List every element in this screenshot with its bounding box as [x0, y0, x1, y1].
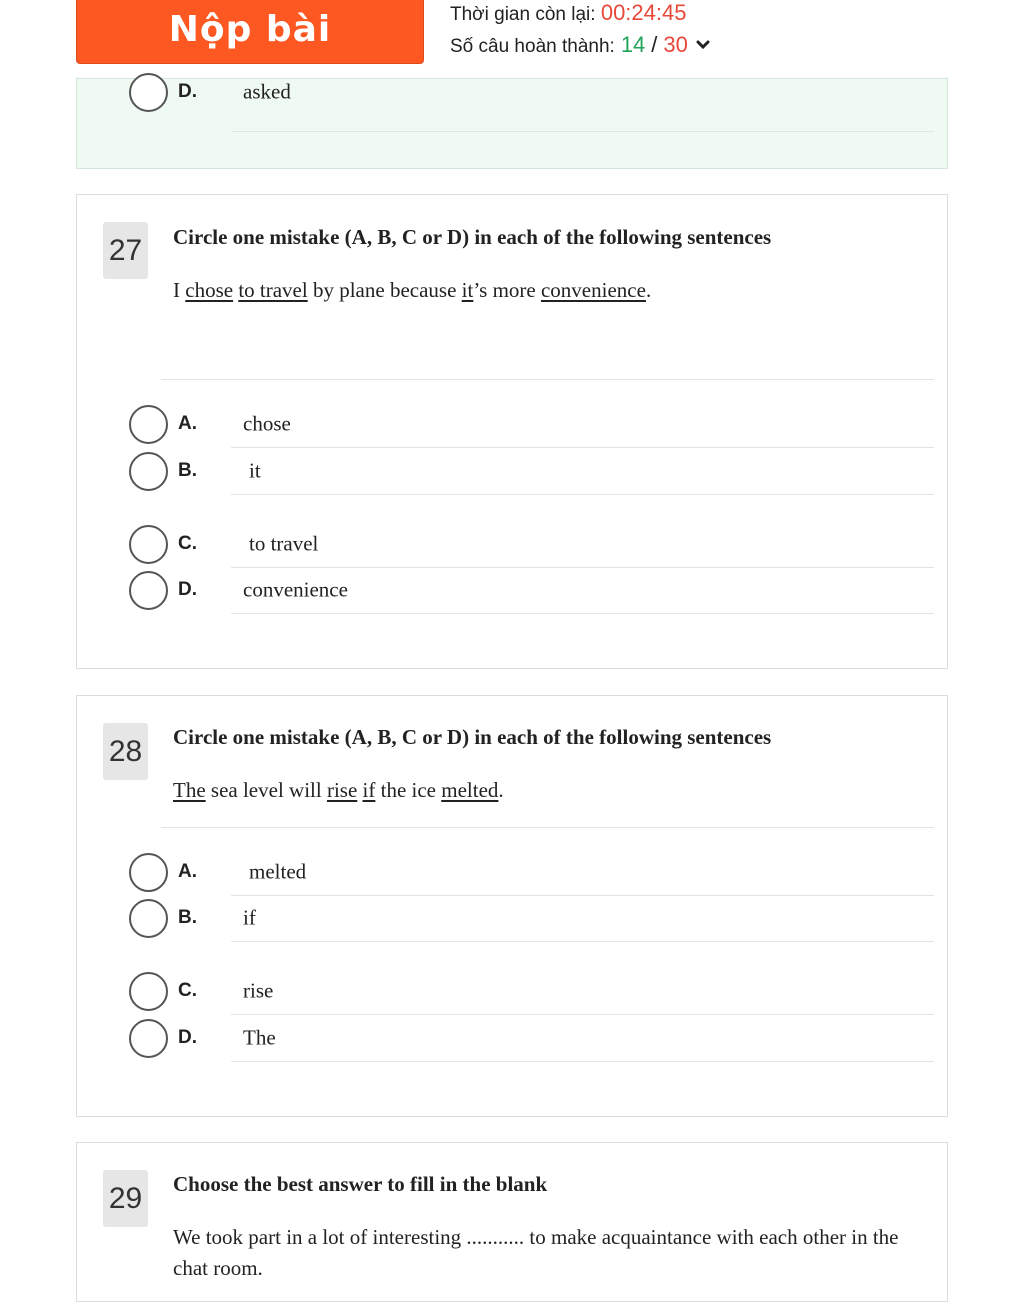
- question-number: 29: [103, 1170, 148, 1227]
- divider: [161, 379, 934, 380]
- radio-button[interactable]: [129, 972, 168, 1011]
- time-remaining: [450, 0, 686, 26]
- option-letter: D.: [178, 579, 197, 600]
- radio-button[interactable]: [129, 1019, 168, 1058]
- option-a[interactable]: [129, 849, 934, 895]
- question-title: Choose the best answer to fill in the blank: [173, 1172, 548, 1196]
- completed-count[interactable]: [450, 32, 710, 58]
- option-text: chose: [243, 411, 291, 436]
- question-card-27: [76, 194, 948, 669]
- divider: [231, 494, 934, 495]
- divider: [161, 827, 934, 828]
- option-text: convenience: [243, 577, 348, 602]
- divider: [231, 131, 934, 132]
- question-title: Circle one mistake (A, B, C or D) in each of the following sentences: [173, 725, 772, 749]
- option-letter: C.: [178, 533, 197, 554]
- count-separator: /: [651, 32, 658, 57]
- question-number: 27: [103, 222, 148, 279]
- question-number: 28: [103, 723, 148, 780]
- option-c[interactable]: [129, 521, 934, 567]
- question-card-28: [76, 695, 948, 1117]
- radio-button[interactable]: [129, 452, 168, 491]
- option-text: The: [243, 1025, 276, 1050]
- option-letter: B.: [178, 907, 197, 928]
- option-text: if: [243, 905, 256, 930]
- option-text: it: [249, 458, 261, 483]
- option-text: asked: [243, 79, 291, 104]
- divider: [231, 1061, 934, 1062]
- option-text: melted: [249, 859, 307, 884]
- option-d[interactable]: [129, 567, 934, 613]
- option-b[interactable]: [129, 895, 934, 941]
- chevron-down-icon[interactable]: [696, 34, 710, 56]
- radio-button[interactable]: [129, 525, 168, 564]
- option-letter: A.: [178, 413, 197, 434]
- divider: [231, 941, 934, 942]
- option-a[interactable]: [129, 401, 934, 447]
- radio-button[interactable]: [129, 405, 168, 444]
- radio-button[interactable]: [129, 853, 168, 892]
- count-done: 14: [620, 32, 646, 57]
- question-card-29: [76, 1142, 948, 1302]
- radio-button[interactable]: [129, 73, 168, 112]
- question-sentence: We took part in a lot of interesting ........... to make acquaintance with each other in the chat room.: [173, 1225, 899, 1280]
- option-letter: A.: [178, 861, 197, 882]
- radio-button[interactable]: [129, 571, 168, 610]
- option-d[interactable]: [129, 69, 934, 115]
- option-letter: C.: [178, 980, 197, 1001]
- option-b[interactable]: [129, 448, 934, 494]
- option-letter: B.: [178, 460, 197, 481]
- question-title: Circle one mistake (A, B, C or D) in each of the following sentences: [173, 225, 772, 249]
- option-text: rise: [243, 978, 274, 1003]
- radio-button[interactable]: [129, 899, 168, 938]
- option-text: to travel: [249, 531, 319, 556]
- option-letter: D.: [178, 1027, 197, 1048]
- time-value: 00:24:45: [600, 0, 687, 25]
- count-total: 30: [663, 32, 688, 57]
- question-sentence: I chose to travel by plane because it’s more convenience.: [173, 278, 652, 302]
- option-letter: D.: [178, 81, 197, 102]
- count-label: Số câu hoàn thành:: [450, 36, 615, 57]
- question-card-26: [76, 78, 948, 169]
- divider: [231, 613, 934, 614]
- option-c[interactable]: [129, 968, 934, 1014]
- question-sentence: The sea level will rise if the ice melted.: [173, 778, 504, 802]
- submit-button[interactable]: Nộp bài: [76, 0, 424, 64]
- option-d[interactable]: [129, 1015, 934, 1061]
- time-label: Thời gian còn lại:: [450, 4, 596, 25]
